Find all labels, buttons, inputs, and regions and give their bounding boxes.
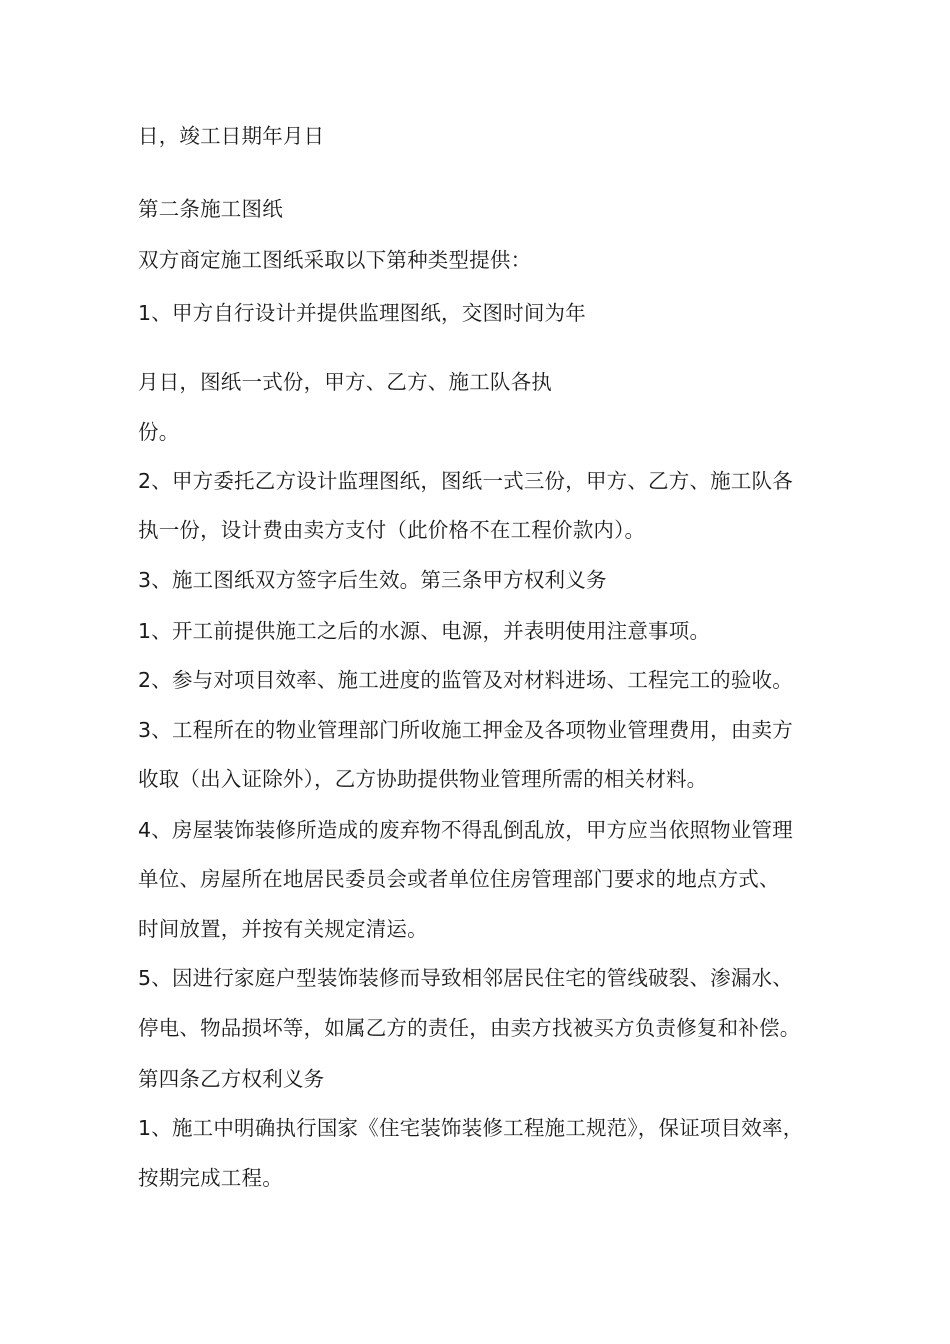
text-line-clause-3-4-cont: 单位、房屋所在地居民委员会或者单位住房管理部门要求的地点方式、 (138, 867, 780, 891)
text-line-clause-4-1: 1、施工中明确执行国家《住宅装饰装修工程施工规范》，保证项目效率， (138, 1116, 804, 1140)
text-line-clause-2-1: 1、甲方自行设计并提供监理图纸，交图时间为年 (138, 301, 586, 325)
text-line-clause-3-5-cont: 停电、物品损坏等，如属乙方的责任，由卖方找被买方负责修复和补偿。 (138, 1016, 801, 1040)
text-line-clause-3-4-end: 时间放置，并按有关规定清运。 (138, 917, 428, 941)
section-heading-party-b-rights: 第四条乙方权利义务 (138, 1067, 325, 1091)
text-line-clause-3-3-cont: 收取（出入证除外），乙方协助提供物业管理所需的相关材料。 (138, 767, 708, 791)
section-heading-construction-drawings: 第二条施工图纸 (138, 197, 283, 221)
text-line-completion-date: 日，竣工日期年月日 (138, 124, 325, 148)
text-line-clause-2-1-end: 份。 (138, 420, 180, 444)
text-line-clause-3-2: 2、参与对项目效率、施工进度的监管及对材料进场、工程完工的验收。 (138, 668, 793, 692)
text-line-clause-3-3: 3、工程所在的物业管理部门所收施工押金及各项物业管理费用，由卖方 (138, 718, 793, 742)
text-line-clause-2-3: 3、施工图纸双方签字后生效。第三条甲方权利义务 (138, 568, 607, 592)
text-line-clause-3-5: 5、因进行家庭户型装饰装修而导致相邻居民住宅的管线破裂、渗漏水、 (138, 966, 793, 990)
text-line-clause-2-2: 2、甲方委托乙方设计监理图纸，图纸一式三份，甲方、乙方、施工队各 (138, 469, 793, 493)
text-line-clause-3-1: 1、开工前提供施工之后的水源、电源，并表明使用注意事项。 (138, 619, 711, 643)
text-line-drawings-intro: 双方商定施工图纸采取以下第种类型提供： (138, 248, 532, 272)
text-line-clause-2-2-cont: 执一份，设计费由卖方支付（此价格不在工程价款内）。 (138, 518, 646, 542)
text-line-clause-2-1-cont: 月日，图纸一式份，甲方、乙方、施工队各执 (138, 370, 552, 394)
text-line-clause-3-4: 4、房屋装饰装修所造成的废弃物不得乱倒乱放，甲方应当依照物业管理 (138, 818, 793, 842)
text-line-clause-4-1-cont: 按期完成工程。 (138, 1166, 283, 1190)
